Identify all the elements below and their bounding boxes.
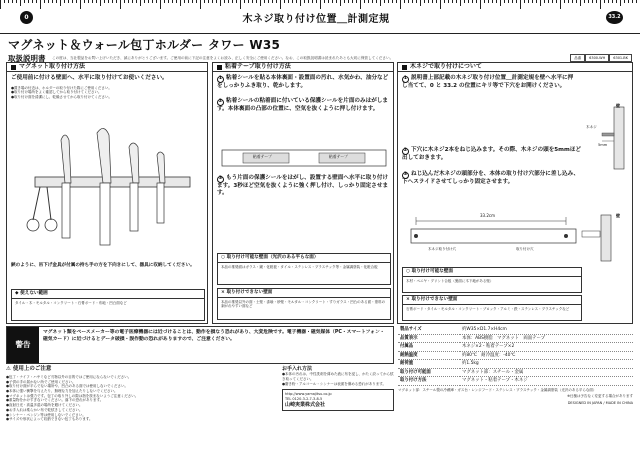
ruler-tick (156, 0, 157, 3)
ruler-tick (304, 0, 305, 3)
warning-label: 警告 (7, 327, 39, 363)
screw-install-section (397, 62, 633, 324)
ruler-tick (92, 0, 93, 3)
ruler-tick (240, 0, 241, 9)
ruler-tick (464, 0, 465, 3)
manual-label: 取扱説明書 (8, 54, 46, 63)
ruler-tick (492, 0, 493, 3)
ruler-tick (524, 0, 525, 3)
ruler-tick (120, 0, 121, 9)
ruler-tick (556, 0, 557, 3)
step-number-3: 3 (403, 172, 408, 177)
ruler-tick (560, 0, 561, 9)
ruler-tick (404, 0, 405, 3)
ruler-tick (512, 0, 513, 3)
ruler-tick (408, 0, 409, 3)
ruler-tick (392, 0, 393, 3)
ruler-tick (540, 0, 541, 6)
ruler-tick (340, 0, 341, 6)
spec-extra: マグネット部：スチール製の冷蔵庫・ガス台・レンジフード・ステンレス・プラスチック・金属調塗装（光沢のある平らな面） (398, 387, 597, 392)
ruler-tick (232, 0, 233, 3)
step-2 (402, 147, 582, 162)
warning-text: マグネット類をペースメーカー等の電子医療機器には近づけることは、動作を損なう恐れがあり、大変危険です。電子機器・磁気媒体（PC・スマートフォン・磁気カード）に近づけるとデータ破損・誤作動の恐れがありますので、ご注意ください。 (43, 330, 385, 342)
ruler-tick (132, 0, 133, 3)
ruler-tick (324, 0, 325, 3)
list-item: ●本体の汚れは、中性洗剤を薄めた液に布を浸し、かたく絞ってから拭き取ってください。 (282, 372, 394, 381)
spec-key: 耐熱温度 (398, 351, 460, 360)
ruler-tick (108, 0, 109, 3)
cautions-heading: ⚠ 使用上のご注意 (6, 366, 52, 372)
ruler-tick (348, 0, 349, 3)
hole-spacing-drawing (406, 213, 628, 263)
code-white: 6300-WH (585, 54, 609, 62)
spec-row (398, 351, 633, 360)
step-3 (217, 175, 391, 198)
ruler-tick (96, 0, 97, 3)
ruler-tick (436, 0, 437, 3)
list-item: ●直射日光・高温多湿の場所を避けてください。 (6, 403, 83, 408)
bullet-square-icon (11, 65, 16, 70)
step-text: 下穴に木ネジ2本をねじ込みます。その際、木ネジの頭を5mmほど出しておきます。 (402, 147, 582, 161)
step-number-2: 2 (403, 148, 408, 153)
step-1 (217, 75, 389, 90)
ruler-tick (0, 0, 1, 9)
wall-label: 壁 (616, 213, 620, 218)
ruler-tick (372, 0, 373, 3)
ruler-tick (296, 0, 297, 3)
manual-intro-note: この度は、当社製品をお買い上げいただき、誠にありがとうございます。ご使用の前に下記の注意をよくお読み、正しく安全にご使用ください。なお、この取扱説明書は読まれたあとも大切に保管してください。 (52, 56, 394, 60)
step-text: 粘着シールの粘着面に付いている保護シールを片面のみはがします。本体裏面の凸部の位置に、空気を抜くように押し付けます。 (217, 98, 388, 112)
ruler-tick (284, 0, 285, 3)
ruler-tick (504, 0, 505, 3)
spec-table (398, 326, 633, 386)
step-number-1: 1 (403, 76, 408, 81)
mountable-walls-box (217, 253, 391, 285)
ruler-tick (100, 0, 101, 6)
ruler-tick (292, 0, 293, 3)
spec-value: マグネット部：スチール・金属 (460, 368, 633, 377)
cautions-heading-text: 使用上のご注意 (12, 366, 52, 372)
step-3 (402, 171, 582, 186)
ruler-tick (216, 0, 217, 3)
ruler-tick (260, 0, 261, 6)
box-text: 木材・ベニヤ・プリント合板（裏面に木下地がある壁） (406, 278, 494, 283)
ruler-tick (600, 0, 601, 9)
ruler-tick (204, 0, 205, 3)
ruler-tick (552, 0, 553, 3)
ruler-tick (20, 0, 21, 6)
list-item: ●重量物をかけすぎないでください。落下の恐れがあります。 (6, 398, 104, 403)
ruler-tick (116, 0, 117, 3)
ruler-tick (508, 0, 509, 3)
ruler-tick (636, 0, 637, 3)
ruler-tick (172, 0, 173, 3)
step-1 (402, 75, 574, 90)
section-title: 粘着テープ取り付け方法 (225, 63, 291, 71)
company-phone: TEL 0120-3-2-7-3-8-5 (285, 397, 323, 402)
ruler-tick (268, 0, 269, 3)
ruler-tick (400, 0, 401, 9)
ruler-tick (80, 0, 81, 9)
ruler-tick (68, 0, 69, 3)
ruler-title: 木ネジ取り付け位置＿計測定規 (236, 12, 396, 28)
step-2 (217, 98, 389, 113)
section-heading (213, 63, 393, 72)
hole-spacing-illustration (406, 213, 628, 263)
tape-label-a: 粘着テープ (253, 154, 272, 159)
code-black: 6301-BK (609, 54, 632, 62)
ruler-tick (148, 0, 149, 3)
spec-key: 取り付け可能面 (398, 368, 460, 377)
ruler-tick (176, 0, 177, 3)
list-item: ●マグネットは強力です。包丁の取り外しの際は指を挟まないようご注意ください。 (6, 393, 139, 398)
ruler-tick (224, 0, 225, 3)
ruler-tick (88, 0, 89, 3)
magnet-install-section (6, 62, 208, 324)
ruler-tick (460, 0, 461, 6)
ruler-tick (288, 0, 289, 3)
step-number-1: 1 (218, 76, 223, 81)
box-title: × 取り付けできない壁面 (403, 296, 581, 305)
ruler-tick (248, 0, 249, 3)
ruler-tick (620, 0, 621, 6)
ruler-tick (592, 0, 593, 3)
ruler-tick (356, 0, 357, 3)
ruler-tick (360, 0, 361, 9)
list-item: ●包丁・ナイフ・ハサミなど刃物以外の目的ではご使用にならないでください。 (6, 374, 132, 379)
point-list (11, 86, 203, 100)
made-in-label: DESIGNED IN JAPAN / MADE IN CHINA (567, 400, 633, 405)
ruler-tick (352, 0, 353, 3)
spec-key: 耐荷重 (398, 360, 460, 369)
tape-drawing (221, 147, 387, 169)
ruler-tick (604, 0, 605, 3)
ruler-tick (568, 0, 569, 3)
list-item: ●取り付け面が平らでない場所や、凹凸のある面では使用しないでください。 (6, 384, 128, 389)
ruler-tick (244, 0, 245, 3)
ruler-tick (488, 0, 489, 3)
ruler-tick (536, 0, 537, 3)
tape-install-section (212, 62, 394, 324)
screw-length-label: 5mm (598, 143, 608, 147)
ruler-start-badge: 0 (20, 11, 33, 24)
specifications (398, 326, 633, 446)
spec-value: 本体：ABS樹脂 マグネット 両面テープ (460, 334, 633, 343)
ruler-tick (188, 0, 189, 3)
ruler-tick (128, 0, 129, 3)
company-name: 山崎実業株式会社 (285, 401, 326, 408)
spec-key: 付属品 (398, 343, 460, 352)
spec-value: 約80℃ 耐冷温度：-40℃ (460, 351, 633, 360)
spec-value: 約1.5kg (460, 360, 633, 369)
box-text: 石膏ボード・タイル・モルタル・コンクリート・ブロック・アルミ・鉄・ステンレス・プラスチックなど (406, 306, 570, 311)
ruler-tick (40, 0, 41, 9)
list-item: ●子供の手の届かない所でご使用ください。 (6, 379, 76, 384)
ruler-tick (480, 0, 481, 9)
ruler-tick (472, 0, 473, 3)
ruler-tick (444, 0, 445, 3)
ruler-tick (584, 0, 585, 3)
ruler-tick (624, 0, 625, 3)
ruler-end-badge: 33.2 (606, 11, 623, 24)
company-url[interactable]: http://www.yamajitsu.co.jp (285, 392, 332, 397)
ruler-tick (16, 0, 17, 3)
ruler-tick (48, 0, 49, 3)
ruler-tick (184, 0, 185, 3)
list-item: ●置き場の付近は、ホルダーの取り付けた際にご使用ください。 (11, 85, 112, 90)
section-heading (7, 63, 207, 72)
spec-key: 製品サイズ (398, 326, 460, 334)
warning-banner (6, 326, 394, 364)
ruler-tick (448, 0, 449, 3)
ruler-tick (252, 0, 253, 3)
hole-label-a: 木ネジ取り付け穴 (428, 247, 456, 251)
ruler-tick (320, 0, 321, 9)
ruler-tick (308, 0, 309, 3)
ruler-tick (212, 0, 213, 3)
box-title: ○ 取り付け可能な壁面（光沢のある平らな面） (218, 254, 390, 263)
ruler-tick (632, 0, 633, 3)
ruler-tick (612, 0, 613, 3)
ruler-tick (580, 0, 581, 6)
wall-label: 壁 (616, 103, 620, 108)
ruler-tick (200, 0, 201, 9)
ruler-tick (24, 0, 25, 3)
ruler-tick (164, 0, 165, 3)
box-title: ○ 取り付け可能な壁面 (403, 268, 581, 277)
hole-label-b: 取り付け穴 (516, 247, 534, 251)
list-item: ●磨き粉・アルコール・シンナーは表面を傷める恐れがあります。 (282, 381, 386, 386)
ruler-tick (368, 0, 369, 3)
ruler-tick (280, 0, 281, 9)
placement-caption (11, 263, 205, 269)
ruler-tick (456, 0, 457, 3)
ruler-tick (192, 0, 193, 3)
ruler-tick (316, 0, 317, 3)
ruler-tick (344, 0, 345, 3)
ruler-tick (332, 0, 333, 3)
section-heading (398, 63, 632, 72)
ruler-tick (76, 0, 77, 3)
spec-footnote: ※仕様は予告なく変更する場合があります (567, 394, 633, 399)
step-number-2: 2 (218, 99, 223, 105)
ruler-tick (424, 0, 425, 3)
ruler-tick (256, 0, 257, 3)
list-item: ●サイズや形状によって収納できない包丁もあります。 (6, 417, 93, 422)
lead-text: ご使用前に付ける壁面へ、水平に取り付けてお使いください。 (11, 75, 168, 81)
usage-cautions (6, 366, 276, 446)
ruler-tick (208, 0, 209, 3)
ruler-tick (496, 0, 497, 3)
ruler-tick (32, 0, 33, 3)
ruler-tick (104, 0, 105, 3)
ruler-tick (588, 0, 589, 3)
step-number-3: 3 (218, 176, 223, 181)
ruler-tick (52, 0, 53, 3)
spec-key: 品質表示 (398, 334, 460, 343)
ruler-tick (312, 0, 313, 3)
ruler-tick (484, 0, 485, 3)
product-title: マグネット＆ウォール包丁ホルダー タワー W35 (8, 38, 281, 52)
ruler-tick (564, 0, 565, 3)
box-title: ◆ 使えない範囲 (12, 290, 204, 299)
ruler-tick (500, 0, 501, 6)
ruler-tick (440, 0, 441, 9)
ruler-tick (84, 0, 85, 3)
caption-text: 鋏のように、吊下げ金具が付属の持ち手の方を下向きにして、器具に収納してください。 (11, 263, 195, 268)
ruler-tick (608, 0, 609, 3)
ruler-tick (572, 0, 573, 3)
box-title: × 取り付けできない壁面 (218, 289, 390, 298)
ruler-tick (596, 0, 597, 3)
ruler-tick (56, 0, 57, 3)
spec-row (398, 368, 633, 377)
step-text: もう片面の保護シールをはがし、設置する壁面へ水平に取り付けます。3秒ほど空気を抜くように強く押し付け、しっかり固定させます。 (217, 175, 389, 197)
ruler-tick (36, 0, 37, 3)
ruler-tick (272, 0, 273, 3)
unmountable-walls-box (217, 288, 391, 320)
spec-row (398, 334, 633, 343)
spec-value: マグネット・粘着テープ・木ネジ (460, 377, 633, 386)
tape-illustration (221, 147, 387, 169)
ruler-tick (548, 0, 549, 3)
mountable-walls-box (402, 267, 582, 293)
section-title: マグネット取り付け方法 (19, 63, 85, 71)
ruler-tick (412, 0, 413, 3)
ruler-tick (64, 0, 65, 3)
ruler-tick (136, 0, 137, 3)
ruler-tick (60, 0, 61, 6)
ruler-tick (124, 0, 125, 3)
tape-label-b: 粘着テープ (329, 154, 348, 159)
ruler-tick (144, 0, 145, 3)
ruler-tick (468, 0, 469, 3)
bullet-square-icon (402, 65, 407, 70)
ruler-tick (576, 0, 577, 3)
ruler-tick (236, 0, 237, 3)
spec-row (398, 326, 633, 334)
knife-holder-drawing (25, 125, 195, 255)
step-text: 粘着シールを貼る本体裏面・設置面の汚れ、水気かわ、油分などをしっかりふき取り、乾かします。 (217, 75, 389, 89)
ruler-tick (264, 0, 265, 3)
ruler-tick (28, 0, 29, 3)
ruler-tick (220, 0, 221, 6)
ruler-tick (168, 0, 169, 3)
wall-side-illustration (586, 103, 630, 173)
screw-label: 木ネジ (586, 125, 597, 129)
ruler-tick (416, 0, 417, 3)
ruler-tick (616, 0, 617, 3)
care-heading: お手入れ方法 (282, 366, 313, 372)
measuring-ruler (0, 0, 640, 34)
step-text: 説明書上部記載の木ネジ取り付け位置＿計測定規を壁へ水平に押し当てて、0 と 33.2 の位置にキリ等で下穴をお開けください。 (402, 75, 574, 89)
ruler-tick (384, 0, 385, 3)
ruler-tick (72, 0, 73, 3)
ruler-tick (476, 0, 477, 3)
ruler-tick (388, 0, 389, 3)
unmountable-walls-box (402, 295, 582, 321)
ruler-tick (196, 0, 197, 3)
step-text: ねじ込んだ木ネジの頭部分を、本体の取り付け穴部分に差し込み、下へスライドさせてしっかり固定させます。 (402, 171, 580, 185)
ruler-tick (544, 0, 545, 3)
section-title: 木ネジで取り付けについて (410, 63, 482, 71)
box-text: タイル・木・モルタル・コンクリート・石膏ボード・布地・凹凸面など (15, 300, 127, 305)
ruler-tick (520, 0, 521, 9)
care-and-company (282, 366, 394, 446)
ruler-tick (152, 0, 153, 3)
knives-illustration (25, 125, 195, 255)
ruler-tick (376, 0, 377, 3)
ruler-tick (276, 0, 277, 3)
list-item: ●お手入れは柔らかい布で乾拭きしてください。 (6, 407, 83, 412)
wall-screw-drawing (586, 103, 630, 173)
spec-row (398, 360, 633, 369)
ruler-tick (628, 0, 629, 3)
spec-row (398, 343, 633, 352)
ruler-tick (364, 0, 365, 3)
ruler-tick (452, 0, 453, 3)
ruler-tick (396, 0, 397, 3)
list-item: ●取り付け場所をよく確認してから取り付けてください。 (11, 90, 102, 95)
spec-value: 約W35×D1.7×H4cm (460, 326, 633, 334)
box-text: 本品の推奨以外の面・土壁・漆喰・砂壁・モルタル・コンクリート・すりガラス・凹凸のある面・塗料の剥がれやすい面など (221, 299, 386, 309)
ruler-tick (528, 0, 529, 3)
ruler-tick (380, 0, 381, 6)
ruler-tick (4, 0, 5, 3)
spacing-measure-label: 33.2cm (480, 213, 496, 218)
ruler-tick (428, 0, 429, 3)
bullet-square-icon (217, 65, 222, 70)
spec-value: 木ネジ×2・粘着テープ×2 (460, 343, 633, 352)
ruler-tick (44, 0, 45, 3)
ruler-tick (160, 0, 161, 9)
ruler-tick (516, 0, 517, 3)
spec-row (398, 377, 633, 386)
ruler-tick (532, 0, 533, 3)
list-item: ●取り付け面を清潔にし、乾燥させてから取り付けてください。 (11, 94, 113, 99)
unusable-box (11, 289, 205, 321)
ruler-tick (8, 0, 9, 3)
code-label: 品番 (570, 54, 585, 62)
ruler-tick (140, 0, 141, 6)
list-item: ●シンナー・ベンジン等は使用しないでください。 (6, 412, 86, 417)
box-text: 本品の推奨面はガラス・鏡・化粧板・タイル・ステンレス・プラスチック等・金属調塗装・化粧合板 (221, 264, 378, 269)
ruler-tick (228, 0, 229, 3)
ruler-tick (300, 0, 301, 6)
ruler-tick (180, 0, 181, 6)
ruler-tick (420, 0, 421, 6)
ruler-tick (328, 0, 329, 3)
ruler-tick (112, 0, 113, 3)
list-item: ●本体に強い衝撃を与えたり、無理な力を加えたりしないでください。 (6, 389, 118, 394)
ruler-tick (12, 0, 13, 3)
company-box (282, 389, 394, 411)
ruler-tick (432, 0, 433, 3)
spec-key: 取り付け方法 (398, 377, 460, 386)
ruler-tick (336, 0, 337, 3)
